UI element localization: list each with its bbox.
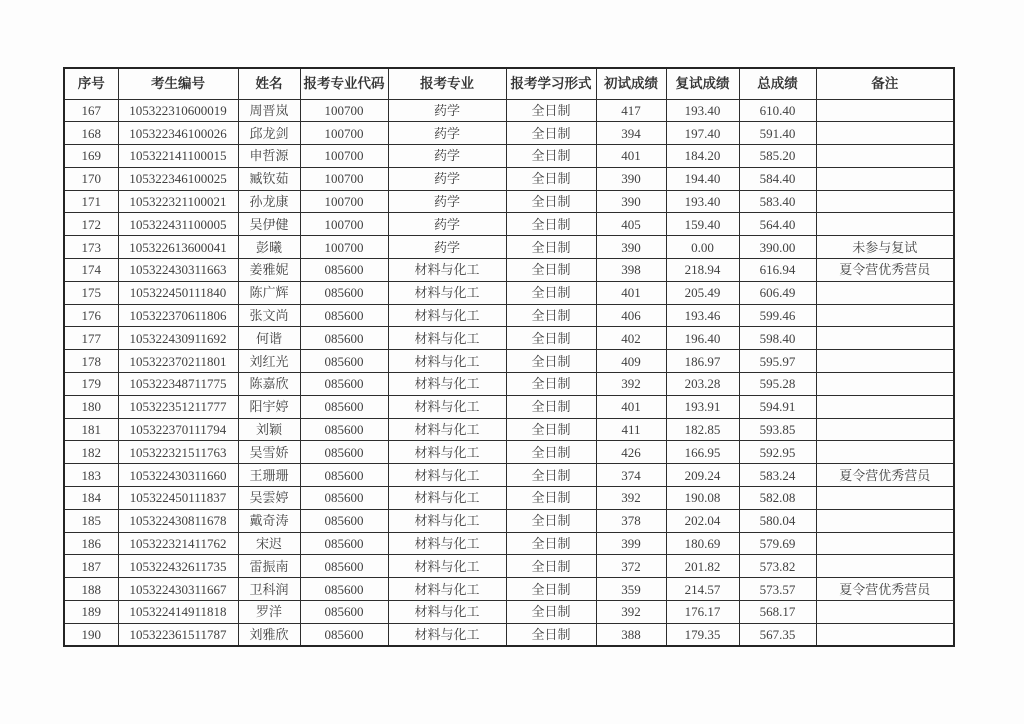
candidate-id-cell: 105322321411762 [118, 532, 238, 555]
retest-score-cell: 214.57 [666, 578, 739, 601]
initial-score-cell: 390 [596, 236, 666, 259]
row-index-cell: 176 [64, 304, 118, 327]
name-cell: 宋迟 [238, 532, 300, 555]
total-score-cell: 591.40 [739, 122, 816, 145]
row-index-cell: 180 [64, 395, 118, 418]
candidate-id-cell: 105322430311660 [118, 464, 238, 487]
major-code-cell: 085600 [300, 373, 388, 396]
major-cell: 材料与化工 [388, 578, 506, 601]
column-header: 总成绩 [739, 68, 816, 99]
total-score-cell: 593.85 [739, 418, 816, 441]
retest-score-cell: 193.91 [666, 395, 739, 418]
table-row [64, 395, 954, 418]
study-form-cell: 全日制 [506, 395, 596, 418]
name-cell: 罗洋 [238, 601, 300, 624]
initial-score-cell: 409 [596, 350, 666, 373]
retest-score-cell: 190.08 [666, 487, 739, 510]
major-code-cell: 085600 [300, 555, 388, 578]
row-index-cell: 185 [64, 509, 118, 532]
table-row [64, 304, 954, 327]
retest-score-cell: 0.00 [666, 236, 739, 259]
study-form-cell: 全日制 [506, 145, 596, 168]
table-row [64, 601, 954, 624]
row-index-cell: 172 [64, 213, 118, 236]
total-score-cell: 582.08 [739, 487, 816, 510]
major-cell: 药学 [388, 122, 506, 145]
total-score-cell: 564.40 [739, 213, 816, 236]
total-score-cell: 616.94 [739, 259, 816, 282]
row-index-cell: 188 [64, 578, 118, 601]
major-code-cell: 085600 [300, 623, 388, 646]
retest-score-cell: 203.28 [666, 373, 739, 396]
study-form-cell: 全日制 [506, 578, 596, 601]
column-header: 姓名 [238, 68, 300, 99]
column-header: 初试成绩 [596, 68, 666, 99]
total-score-cell: 606.49 [739, 281, 816, 304]
major-cell: 药学 [388, 99, 506, 122]
table-row [64, 145, 954, 168]
name-cell: 何谐 [238, 327, 300, 350]
total-score-cell: 594.91 [739, 395, 816, 418]
study-form-cell: 全日制 [506, 213, 596, 236]
major-code-cell: 085600 [300, 441, 388, 464]
column-header: 报考专业 [388, 68, 506, 99]
table-row [64, 281, 954, 304]
table-row [64, 532, 954, 555]
initial-score-cell: 398 [596, 259, 666, 282]
major-code-cell: 085600 [300, 395, 388, 418]
candidate-id-cell: 105322310600019 [118, 99, 238, 122]
retest-score-cell: 218.94 [666, 259, 739, 282]
name-cell: 刘颖 [238, 418, 300, 441]
total-score-cell: 595.28 [739, 373, 816, 396]
retest-score-cell: 201.82 [666, 555, 739, 578]
name-cell: 阳宇婷 [238, 395, 300, 418]
table-row [64, 418, 954, 441]
name-cell: 陈广辉 [238, 281, 300, 304]
retest-score-cell: 186.97 [666, 350, 739, 373]
study-form-cell: 全日制 [506, 373, 596, 396]
table-row [64, 464, 954, 487]
study-form-cell: 全日制 [506, 532, 596, 555]
column-header: 序号 [64, 68, 118, 99]
major-cell: 药学 [388, 167, 506, 190]
row-index-cell: 190 [64, 623, 118, 646]
name-cell: 王珊珊 [238, 464, 300, 487]
major-code-cell: 100700 [300, 190, 388, 213]
table-row [64, 350, 954, 373]
total-score-cell: 567.35 [739, 623, 816, 646]
table-row [64, 213, 954, 236]
table-row [64, 236, 954, 259]
candidate-id-cell: 105322351211777 [118, 395, 238, 418]
major-cell: 材料与化工 [388, 304, 506, 327]
major-cell: 材料与化工 [388, 350, 506, 373]
name-cell: 刘红光 [238, 350, 300, 373]
major-code-cell: 085600 [300, 327, 388, 350]
name-cell: 孙龙康 [238, 190, 300, 213]
candidate-id-cell: 105322346100026 [118, 122, 238, 145]
study-form-cell: 全日制 [506, 99, 596, 122]
major-cell: 材料与化工 [388, 281, 506, 304]
initial-score-cell: 401 [596, 395, 666, 418]
column-header: 考生编号 [118, 68, 238, 99]
initial-score-cell: 401 [596, 281, 666, 304]
initial-score-cell: 411 [596, 418, 666, 441]
major-cell: 材料与化工 [388, 395, 506, 418]
row-index-cell: 167 [64, 99, 118, 122]
remarks-cell [816, 167, 954, 190]
retest-score-cell: 193.40 [666, 190, 739, 213]
retest-score-cell: 202.04 [666, 509, 739, 532]
candidate-id-cell: 105322430811678 [118, 509, 238, 532]
major-code-cell: 085600 [300, 259, 388, 282]
remarks-cell [816, 441, 954, 464]
initial-score-cell: 390 [596, 167, 666, 190]
major-code-cell: 100700 [300, 167, 388, 190]
remarks-cell [816, 327, 954, 350]
row-index-cell: 182 [64, 441, 118, 464]
table-body [64, 99, 954, 646]
major-cell: 药学 [388, 213, 506, 236]
candidate-id-cell: 105322346100025 [118, 167, 238, 190]
major-cell: 材料与化工 [388, 487, 506, 510]
total-score-cell: 592.95 [739, 441, 816, 464]
major-cell: 材料与化工 [388, 601, 506, 624]
remarks-cell [816, 213, 954, 236]
total-score-cell: 390.00 [739, 236, 816, 259]
remarks-cell [816, 395, 954, 418]
study-form-cell: 全日制 [506, 601, 596, 624]
retest-score-cell: 182.85 [666, 418, 739, 441]
major-cell: 材料与化工 [388, 509, 506, 532]
table-row [64, 190, 954, 213]
remarks-cell [816, 99, 954, 122]
table-row [64, 623, 954, 646]
major-cell: 材料与化工 [388, 623, 506, 646]
total-score-cell: 583.40 [739, 190, 816, 213]
retest-score-cell: 196.40 [666, 327, 739, 350]
retest-score-cell: 209.24 [666, 464, 739, 487]
candidate-id-cell: 105322431100005 [118, 213, 238, 236]
study-form-cell: 全日制 [506, 418, 596, 441]
major-code-cell: 085600 [300, 578, 388, 601]
row-index-cell: 173 [64, 236, 118, 259]
initial-score-cell: 374 [596, 464, 666, 487]
table-row [64, 578, 954, 601]
retest-score-cell: 184.20 [666, 145, 739, 168]
name-cell: 戴奇涛 [238, 509, 300, 532]
table-row [64, 509, 954, 532]
initial-score-cell: 394 [596, 122, 666, 145]
name-cell: 姜雅妮 [238, 259, 300, 282]
study-form-cell: 全日制 [506, 441, 596, 464]
table-row [64, 555, 954, 578]
major-cell: 材料与化工 [388, 259, 506, 282]
retest-score-cell: 193.46 [666, 304, 739, 327]
total-score-cell: 579.69 [739, 532, 816, 555]
remarks-cell [816, 487, 954, 510]
row-index-cell: 177 [64, 327, 118, 350]
initial-score-cell: 426 [596, 441, 666, 464]
remarks-cell [816, 281, 954, 304]
major-code-cell: 085600 [300, 418, 388, 441]
study-form-cell: 全日制 [506, 122, 596, 145]
study-form-cell: 全日制 [506, 327, 596, 350]
remarks-cell [816, 350, 954, 373]
major-cell: 药学 [388, 236, 506, 259]
remarks-cell [816, 373, 954, 396]
remarks-cell [816, 623, 954, 646]
remarks-cell [816, 418, 954, 441]
candidate-id-cell: 105322430311667 [118, 578, 238, 601]
initial-score-cell: 378 [596, 509, 666, 532]
initial-score-cell: 405 [596, 213, 666, 236]
retest-score-cell: 194.40 [666, 167, 739, 190]
table-row [64, 441, 954, 464]
total-score-cell: 568.17 [739, 601, 816, 624]
major-cell: 材料与化工 [388, 532, 506, 555]
row-index-cell: 187 [64, 555, 118, 578]
initial-score-cell: 390 [596, 190, 666, 213]
major-code-cell: 100700 [300, 99, 388, 122]
row-index-cell: 170 [64, 167, 118, 190]
name-cell: 邱龙剑 [238, 122, 300, 145]
major-cell: 材料与化工 [388, 441, 506, 464]
study-form-cell: 全日制 [506, 259, 596, 282]
row-index-cell: 184 [64, 487, 118, 510]
total-score-cell: 598.40 [739, 327, 816, 350]
major-code-cell: 085600 [300, 532, 388, 555]
major-code-cell: 085600 [300, 304, 388, 327]
total-score-cell: 610.40 [739, 99, 816, 122]
column-header: 报考专业代码 [300, 68, 388, 99]
row-index-cell: 174 [64, 259, 118, 282]
initial-score-cell: 372 [596, 555, 666, 578]
initial-score-cell: 392 [596, 373, 666, 396]
name-cell: 张文尚 [238, 304, 300, 327]
major-code-cell: 100700 [300, 236, 388, 259]
table-row [64, 373, 954, 396]
candidate-id-cell: 105322430311663 [118, 259, 238, 282]
name-cell: 刘雅欣 [238, 623, 300, 646]
initial-score-cell: 401 [596, 145, 666, 168]
total-score-cell: 585.20 [739, 145, 816, 168]
row-index-cell: 175 [64, 281, 118, 304]
major-cell: 材料与化工 [388, 464, 506, 487]
initial-score-cell: 388 [596, 623, 666, 646]
candidate-id-cell: 105322321511763 [118, 441, 238, 464]
remarks-cell [816, 304, 954, 327]
major-code-cell: 085600 [300, 281, 388, 304]
initial-score-cell: 359 [596, 578, 666, 601]
remarks-cell: 夏令营优秀营员 [816, 578, 954, 601]
name-cell: 吴雪娇 [238, 441, 300, 464]
retest-score-cell: 159.40 [666, 213, 739, 236]
major-cell: 材料与化工 [388, 327, 506, 350]
total-score-cell: 599.46 [739, 304, 816, 327]
header-row [64, 68, 954, 99]
major-code-cell: 100700 [300, 213, 388, 236]
name-cell: 彭曦 [238, 236, 300, 259]
remarks-cell [816, 190, 954, 213]
candidate-id-cell: 105322430911692 [118, 327, 238, 350]
column-header: 复试成绩 [666, 68, 739, 99]
row-index-cell: 189 [64, 601, 118, 624]
major-code-cell: 085600 [300, 350, 388, 373]
remarks-cell [816, 555, 954, 578]
remarks-cell [816, 145, 954, 168]
total-score-cell: 595.97 [739, 350, 816, 373]
row-index-cell: 183 [64, 464, 118, 487]
total-score-cell: 584.40 [739, 167, 816, 190]
remarks-cell [816, 509, 954, 532]
major-code-cell: 100700 [300, 122, 388, 145]
initial-score-cell: 392 [596, 601, 666, 624]
row-index-cell: 181 [64, 418, 118, 441]
retest-score-cell: 193.40 [666, 99, 739, 122]
major-cell: 材料与化工 [388, 418, 506, 441]
study-form-cell: 全日制 [506, 281, 596, 304]
row-index-cell: 171 [64, 190, 118, 213]
major-cell: 材料与化工 [388, 555, 506, 578]
row-index-cell: 186 [64, 532, 118, 555]
study-form-cell: 全日制 [506, 555, 596, 578]
candidate-id-cell: 105322432611735 [118, 555, 238, 578]
major-cell: 材料与化工 [388, 373, 506, 396]
row-index-cell: 168 [64, 122, 118, 145]
total-score-cell: 573.82 [739, 555, 816, 578]
study-form-cell: 全日制 [506, 304, 596, 327]
major-code-cell: 085600 [300, 464, 388, 487]
retest-score-cell: 166.95 [666, 441, 739, 464]
score-table [63, 67, 955, 647]
retest-score-cell: 197.40 [666, 122, 739, 145]
total-score-cell: 573.57 [739, 578, 816, 601]
candidate-id-cell: 105322370211801 [118, 350, 238, 373]
table-row [64, 122, 954, 145]
study-form-cell: 全日制 [506, 464, 596, 487]
name-cell: 吴雲婷 [238, 487, 300, 510]
candidate-id-cell: 105322370611806 [118, 304, 238, 327]
major-code-cell: 085600 [300, 487, 388, 510]
study-form-cell: 全日制 [506, 167, 596, 190]
study-form-cell: 全日制 [506, 623, 596, 646]
candidate-id-cell: 105322613600041 [118, 236, 238, 259]
study-form-cell: 全日制 [506, 350, 596, 373]
row-index-cell: 178 [64, 350, 118, 373]
remarks-cell [816, 601, 954, 624]
candidate-id-cell: 105322370111794 [118, 418, 238, 441]
initial-score-cell: 406 [596, 304, 666, 327]
name-cell: 臧钦茹 [238, 167, 300, 190]
remarks-cell: 未参与复试 [816, 236, 954, 259]
candidate-id-cell: 105322414911818 [118, 601, 238, 624]
major-code-cell: 100700 [300, 145, 388, 168]
name-cell: 申哲源 [238, 145, 300, 168]
retest-score-cell: 180.69 [666, 532, 739, 555]
initial-score-cell: 399 [596, 532, 666, 555]
table-row [64, 99, 954, 122]
column-header: 报考学习形式 [506, 68, 596, 99]
study-form-cell: 全日制 [506, 487, 596, 510]
name-cell: 吴伊健 [238, 213, 300, 236]
major-code-cell: 085600 [300, 601, 388, 624]
name-cell: 周晋岚 [238, 99, 300, 122]
remarks-cell [816, 122, 954, 145]
candidate-id-cell: 105322141100015 [118, 145, 238, 168]
major-cell: 药学 [388, 190, 506, 213]
remarks-cell [816, 532, 954, 555]
major-cell: 药学 [388, 145, 506, 168]
name-cell: 雷振南 [238, 555, 300, 578]
initial-score-cell: 417 [596, 99, 666, 122]
candidate-id-cell: 105322348711775 [118, 373, 238, 396]
table-row [64, 167, 954, 190]
name-cell: 卫科润 [238, 578, 300, 601]
row-index-cell: 179 [64, 373, 118, 396]
retest-score-cell: 205.49 [666, 281, 739, 304]
study-form-cell: 全日制 [506, 236, 596, 259]
study-form-cell: 全日制 [506, 190, 596, 213]
table-row [64, 259, 954, 282]
total-score-cell: 580.04 [739, 509, 816, 532]
major-code-cell: 085600 [300, 509, 388, 532]
initial-score-cell: 402 [596, 327, 666, 350]
table-row [64, 327, 954, 350]
candidate-id-cell: 105322321100021 [118, 190, 238, 213]
table-row [64, 487, 954, 510]
initial-score-cell: 392 [596, 487, 666, 510]
total-score-cell: 583.24 [739, 464, 816, 487]
retest-score-cell: 179.35 [666, 623, 739, 646]
candidate-id-cell: 105322450111840 [118, 281, 238, 304]
candidate-id-cell: 105322450111837 [118, 487, 238, 510]
column-header: 备注 [816, 68, 954, 99]
name-cell: 陈嘉欣 [238, 373, 300, 396]
remarks-cell: 夏令营优秀营员 [816, 259, 954, 282]
row-index-cell: 169 [64, 145, 118, 168]
retest-score-cell: 176.17 [666, 601, 739, 624]
candidate-id-cell: 105322361511787 [118, 623, 238, 646]
remarks-cell: 夏令营优秀营员 [816, 464, 954, 487]
study-form-cell: 全日制 [506, 509, 596, 532]
